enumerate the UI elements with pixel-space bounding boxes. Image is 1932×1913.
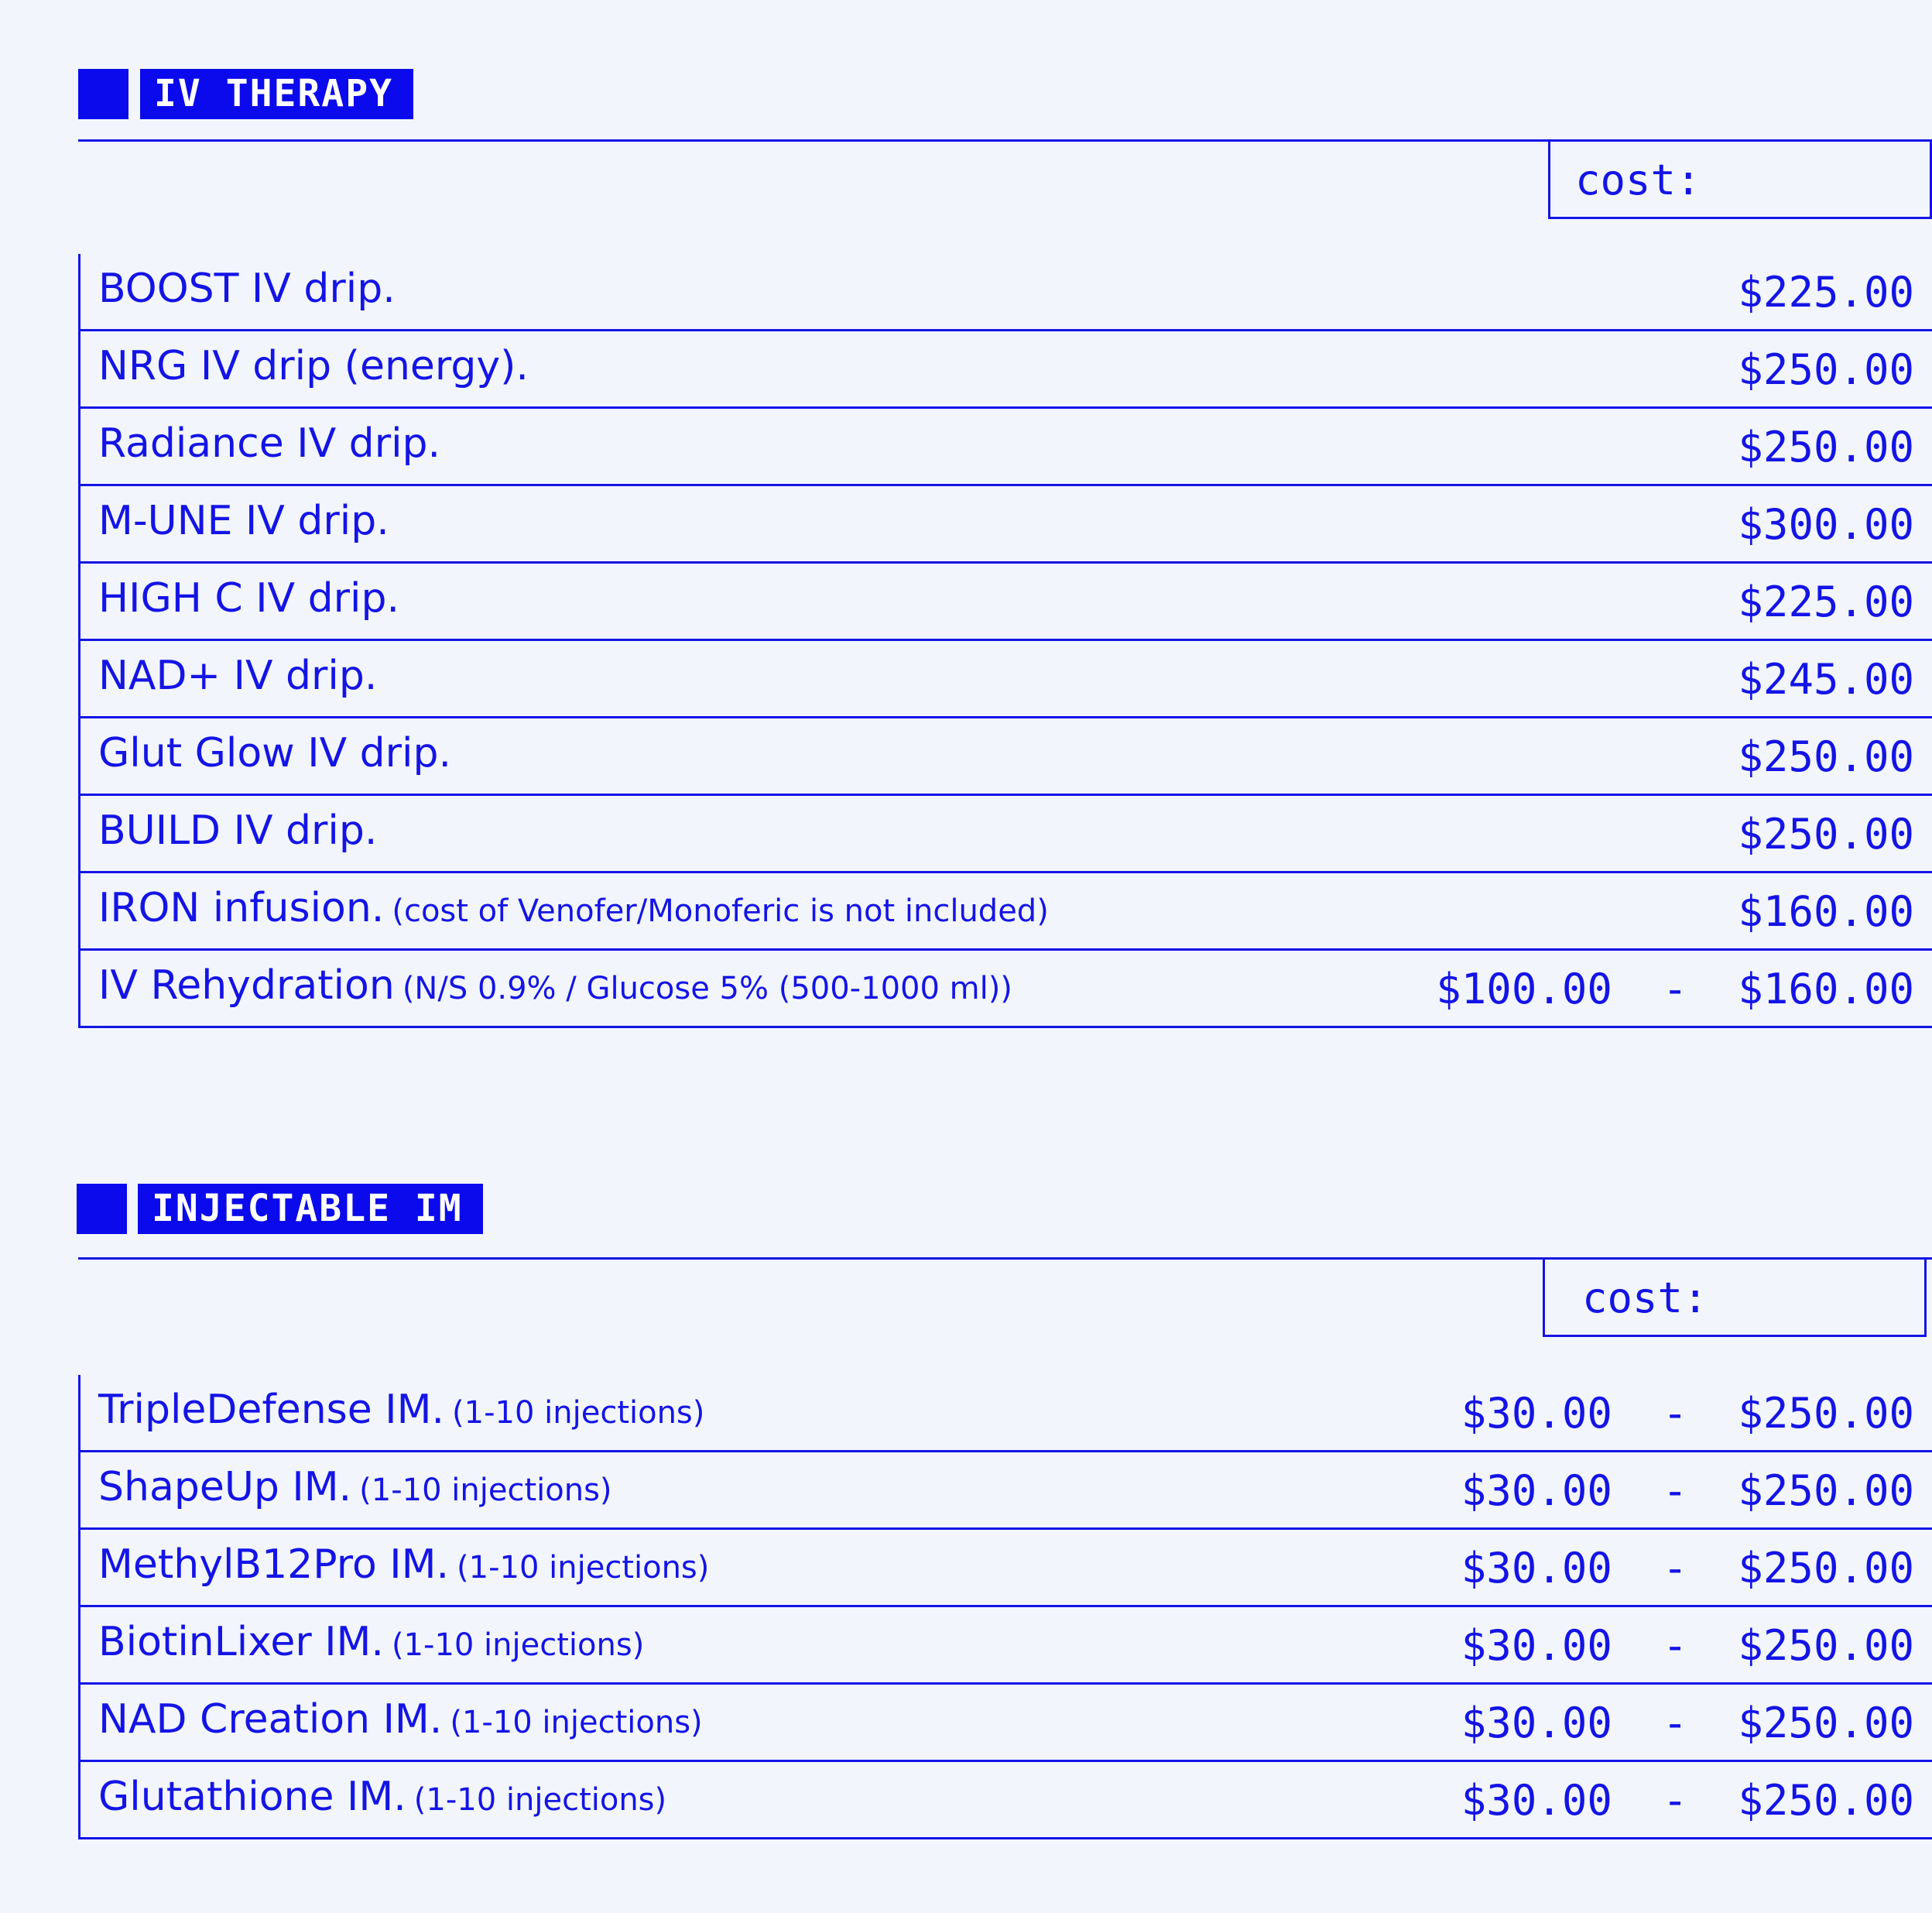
table-row	[80, 1375, 1932, 1452]
table-row	[80, 1685, 1932, 1762]
table-row	[80, 486, 1932, 564]
item-name: HIGH C IV drip.	[98, 575, 400, 622]
item-price: $30.00 - $250.00	[1461, 1466, 1914, 1515]
item-note: (1-10 injections)	[413, 1782, 667, 1818]
table-row	[80, 951, 1932, 1028]
item-name-cell	[98, 575, 399, 622]
item-name-cell	[98, 343, 529, 389]
table-row	[80, 1530, 1932, 1607]
item-price: $250.00	[1738, 423, 1914, 471]
item-price: $250.00	[1738, 732, 1914, 781]
item-name: BUILD IV drip.	[98, 807, 378, 854]
table-row	[80, 718, 1932, 796]
price-list	[78, 1375, 1932, 1839]
item-name-cell	[98, 1541, 709, 1588]
table-row	[80, 409, 1932, 486]
item-note: (1-10 injections)	[450, 1705, 703, 1740]
item-price: $100.00 - $160.00	[1436, 965, 1914, 1013]
item-price: $300.00	[1738, 500, 1914, 549]
item-name-cell	[98, 885, 1049, 931]
item-name-cell	[98, 730, 451, 777]
item-name: Glut Glow IV drip.	[98, 730, 452, 777]
item-price: $250.00	[1738, 810, 1914, 859]
item-price: $30.00 - $250.00	[1461, 1544, 1914, 1592]
item-name: TripleDefense IM.	[98, 1387, 445, 1433]
item-name-cell	[98, 498, 389, 544]
item-note: (1-10 injections)	[457, 1550, 710, 1586]
cost-header: cost:	[1543, 1260, 1927, 1337]
item-price: $30.00 - $250.00	[1461, 1389, 1914, 1438]
table-row	[80, 796, 1932, 873]
item-price: $160.00	[1738, 887, 1914, 936]
item-name-cell	[98, 266, 396, 312]
table-row	[80, 1452, 1932, 1530]
item-price: $245.00	[1738, 655, 1914, 704]
price-list	[78, 254, 1932, 1028]
item-name: IV Rehydration	[98, 962, 395, 1009]
item-note: (1-10 injections)	[391, 1627, 645, 1663]
item-name: NAD Creation IM.	[98, 1696, 443, 1743]
section-marker	[77, 1184, 127, 1234]
table-row	[80, 1762, 1932, 1839]
item-name-cell	[98, 1464, 612, 1510]
item-price: $225.00	[1738, 578, 1914, 626]
item-name: IRON infusion.	[98, 885, 385, 931]
table-row	[80, 254, 1932, 331]
item-name: Glutathione IM.	[98, 1774, 406, 1820]
table-row	[80, 873, 1932, 951]
item-name: M-UNE IV drip.	[98, 498, 389, 544]
item-name-cell	[98, 653, 377, 699]
item-name-cell	[98, 420, 440, 467]
item-name: MethylB12Pro IM.	[98, 1541, 450, 1588]
table-row	[80, 564, 1932, 641]
item-name: NAD+ IV drip.	[98, 653, 378, 699]
item-price: $30.00 - $250.00	[1461, 1699, 1914, 1747]
item-name: NRG IV drip (energy).	[98, 343, 529, 389]
item-note: (cost of Venofer/Monoferic is not included)	[392, 893, 1049, 929]
item-name: Radiance IV drip.	[98, 420, 441, 467]
cost-header: cost:	[1548, 142, 1932, 219]
item-price: $30.00 - $250.00	[1461, 1621, 1914, 1670]
item-name-cell	[98, 1387, 704, 1433]
item-name: BiotinLixer IM.	[98, 1619, 384, 1665]
table-row	[80, 1607, 1932, 1685]
item-price: $225.00	[1738, 268, 1914, 317]
item-name-cell	[98, 1774, 666, 1820]
item-price: $30.00 - $250.00	[1461, 1776, 1914, 1825]
item-name-cell	[98, 1619, 644, 1665]
item-price: $250.00	[1738, 345, 1914, 394]
item-name: ShapeUp IM.	[98, 1464, 352, 1510]
section-title: INJECTABLE IM	[138, 1184, 483, 1234]
item-name-cell	[98, 962, 1012, 1009]
item-note: (N/S 0.9% / Glucose 5% (500-1000 ml))	[402, 971, 1012, 1006]
item-name-cell	[98, 807, 377, 854]
section-marker	[78, 69, 128, 119]
item-note: (1-10 injections)	[359, 1472, 612, 1508]
table-row	[80, 331, 1932, 409]
item-name-cell	[98, 1696, 703, 1743]
table-row	[80, 641, 1932, 718]
item-note: (1-10 injections)	[452, 1395, 705, 1431]
section-title: IV THERAPY	[140, 69, 413, 119]
item-name: BOOST IV drip.	[98, 266, 396, 312]
